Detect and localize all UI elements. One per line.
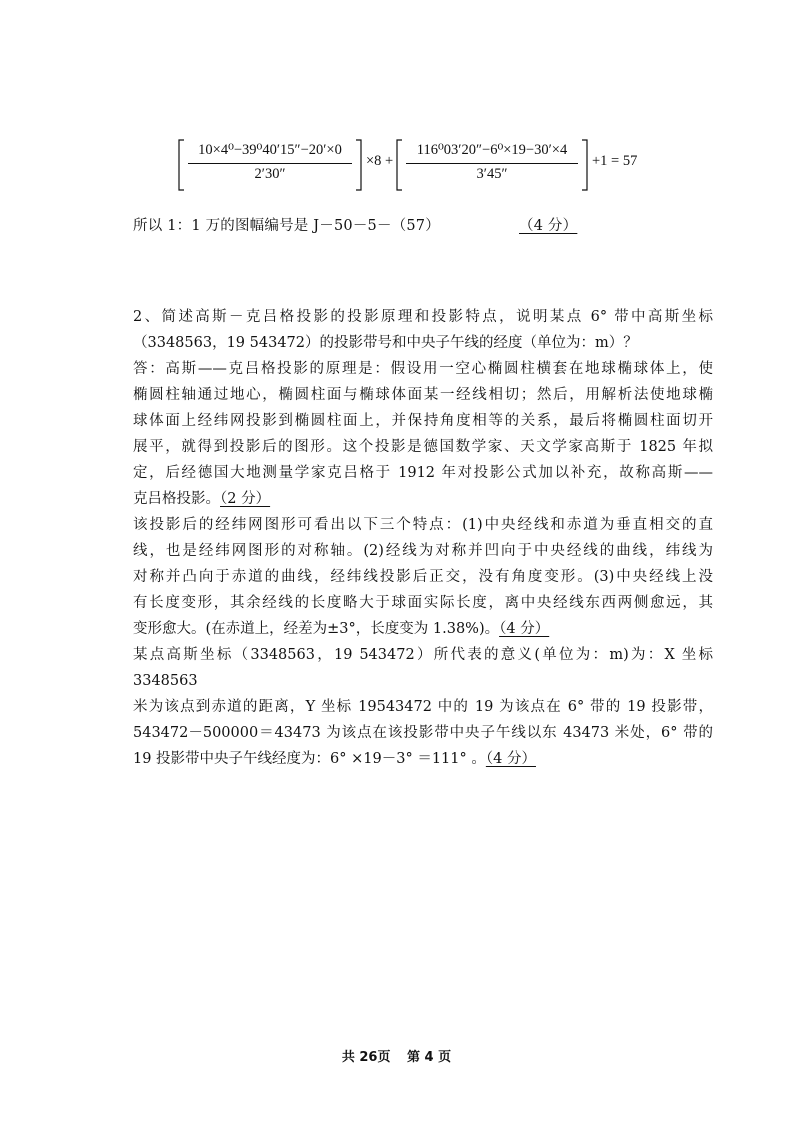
fraction-2 — [406, 142, 578, 183]
answer-p3-line-2: 米为该点到赤道的距离，Y 坐标 19543472 中的 19 为该点在 6° 带的 19 投影带， — [133, 699, 713, 715]
question-line-1: 2、简述高斯－克吕格投影的投影原理和投影特点，说明某点 6° 带中高斯坐标 — [133, 309, 713, 325]
answer — [133, 356, 713, 772]
result-line — [133, 214, 440, 235]
page-number: 第 4 页 — [407, 1050, 452, 1065]
question — [133, 304, 713, 356]
answer-p2-score: （4 分） — [499, 621, 550, 637]
result-score-text: （4 分） — [519, 218, 578, 234]
fraction-1-denominator: 2′30″ — [254, 166, 286, 182]
answer-p1-line-6 — [133, 486, 713, 512]
page-footer — [0, 1046, 793, 1065]
answer-p2-line-3: 对称并凸向于赤道的曲线，经纬线投影后正交，没有角度变形。(3)中央经线上没 — [133, 569, 713, 585]
answer-p3-line-4 — [133, 746, 713, 772]
answer-p2-line-5 — [133, 616, 713, 642]
answer-p1-line-2: 椭圆柱轴通过地心，椭圆柱面与椭球体面某一经线相切；然后，用解析法使地球椭 — [133, 387, 713, 403]
fraction-2-denominator: 3′45″ — [476, 166, 508, 182]
fraction-2-numerator: 116⁰03′20″−6⁰×19−30′×4 — [416, 142, 568, 158]
formula-tail: +1 = 57 — [592, 153, 638, 169]
answer-p3-line-3: 543472－500000＝43473 为该点在该投影带中央子午线以东 43473 米处，6° 带的 — [133, 725, 713, 741]
question-line-2: （3348563，19 543472）的投影带号和中央子午线的经度（单位为：m）？ — [133, 335, 638, 351]
answer-p3-score: （4 分） — [485, 751, 536, 767]
answer-p1-score: （2 分） — [220, 491, 271, 507]
fraction-1-numerator: 10×4⁰−39⁰40′15″−20′×0 — [198, 142, 342, 158]
answer-p2-line-1: 该投影后的经纬网图形可看出以下三个特点：(1)中央经线和赤道为垂直相交的直 — [133, 517, 713, 533]
answer-p1-line-4: 展平，就得到投影后的图形。这个投影是德国数学家、天文学家高斯于 1825 年拟 — [133, 439, 713, 455]
fraction-1-bar — [188, 163, 352, 164]
answer-p1-line-3: 球体面上经纬网投影到椭圆柱面上，并保持角度相等的关系，最后将椭圆柱面切开 — [133, 413, 713, 429]
answer-p1-line-5: 定，后经德国大地测量学家克吕格于 1912 年对投影公式加以补充，故称高斯—— — [133, 465, 713, 481]
total-pages: 共 26页 — [341, 1050, 391, 1065]
answer-p3-line-1: 某点高斯坐标（3348563，19 543472）所代表的意义(单位为：m)为：X 坐标 3348563 — [133, 647, 713, 689]
answer-p2-last: 变形愈大。(在赤道上，经差为±3°，长度变为 1.38%)。 — [133, 621, 500, 637]
answer-p1-last: 克吕格投影。 — [133, 491, 220, 507]
answer-p3-last: 19 投影带中央子午线经度为：6° ×19－3° ＝111° 。 — [133, 751, 486, 767]
answer-p2-line-2: 线，也是经纬网图形的对称轴。(2)经线为对称并凹向于中央经线的曲线，纬线为 — [133, 543, 713, 559]
times-eight: ×8 + — [366, 153, 394, 169]
answer-p2-line-4: 有长度变形，其余经线的长度略大于球面实际长度，离中央经线东西两侧愈远，其 — [133, 595, 713, 611]
answer-p1-line-1: 答：高斯——克吕格投影的原理是：假设用一空心椭圆柱横套在地球椭球体上，使 — [133, 361, 713, 377]
fraction-2-bar — [406, 163, 578, 164]
fraction-1 — [188, 142, 352, 183]
result-score — [519, 214, 577, 235]
result-text: 所以 1：1 万的图幅编号是 J－50－5－（57） — [133, 218, 440, 234]
